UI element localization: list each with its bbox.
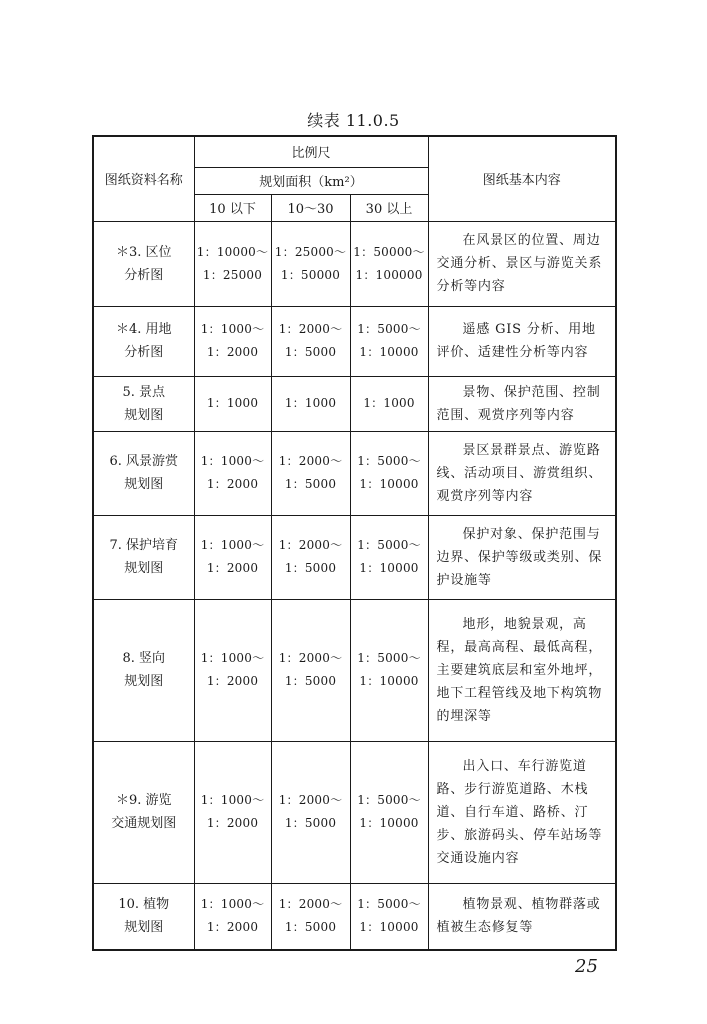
- scale-cell: [194, 883, 271, 950]
- scale-cell: [350, 741, 428, 883]
- scale-line: 1：2000～: [278, 454, 343, 468]
- table-row: [93, 376, 616, 431]
- scale-line: 1：2000～: [278, 793, 343, 807]
- scale-line: 1：1000～: [200, 322, 265, 336]
- scale-line: 1：5000～: [357, 322, 421, 336]
- row-name-line: 规划图: [124, 407, 164, 423]
- scale-cell: [194, 741, 271, 883]
- row-name-line: 7. 保护培育: [109, 538, 179, 553]
- content-cell: 植物景观、植物群落或植被生态修复等: [428, 883, 616, 950]
- content-cell: 景区景群景点、游览路线、活动项目、游赏组织、观赏序列等内容: [428, 431, 616, 515]
- scale-line: 1：5000: [284, 477, 337, 491]
- row-name-line: 交通规划图: [111, 816, 177, 831]
- row-name-line: 6. 风景游赏: [109, 454, 179, 469]
- scale-line: 1：1000～: [200, 454, 265, 468]
- scale-line: 1：50000～: [353, 244, 425, 259]
- scale-line: 1：50000: [280, 267, 341, 282]
- table-row: [93, 306, 616, 376]
- drawing-spec-table: [92, 135, 617, 951]
- row-name: [93, 741, 194, 883]
- row-name-line: ＊4. 用地: [115, 322, 172, 337]
- scale-line: 1：2000～: [278, 651, 343, 665]
- scale-cell: [271, 431, 350, 515]
- table-row: [93, 515, 616, 599]
- scale-cell: [350, 883, 428, 950]
- scale-cell: [271, 599, 350, 741]
- scale-line: 1：2000: [206, 816, 259, 830]
- row-name-line: ＊9. 游览: [115, 793, 172, 808]
- scale-cell: [194, 221, 271, 306]
- content-cell: 在风景区的位置、周边交通分析、景区与游览关系分析等内容: [428, 221, 616, 306]
- row-name-line: 分析图: [124, 267, 164, 283]
- scale-line: 1：5000～: [357, 897, 421, 912]
- row-name-line: 规划图: [124, 920, 164, 936]
- row-name: [93, 306, 194, 376]
- scale-cell: [350, 306, 428, 376]
- scale-line: 1：2000～: [278, 897, 343, 912]
- scale-cell: [350, 599, 428, 741]
- row-name-line: 规划图: [124, 561, 164, 576]
- table-row: [93, 431, 616, 515]
- table-row: [93, 599, 616, 741]
- scale-line: 1：10000: [359, 561, 419, 575]
- scale-line: 1：25000: [202, 267, 263, 282]
- scale-cell: [271, 515, 350, 599]
- header-name: 图纸资料名称: [93, 136, 194, 221]
- scale-line: 1：5000～: [357, 454, 421, 468]
- row-name: [93, 221, 194, 306]
- content-cell: 遥感 GIS 分析、用地评价、适建性分析等内容: [428, 306, 616, 376]
- scale-cell: [271, 741, 350, 883]
- scale-line: 1：2000: [206, 920, 259, 935]
- scale-line: 1：10000～: [196, 244, 269, 259]
- scale-line: 1：5000～: [357, 793, 421, 807]
- header-content: 图纸基本内容: [428, 136, 616, 221]
- content-cell: 地形，地貌景观，高程，最高高程、最低高程，主要建筑底层和室外地坪，地下工程管线及地下构筑物的埋深等: [428, 599, 616, 741]
- table-row: [93, 883, 616, 950]
- header-area-col-2: 10～30: [271, 194, 350, 221]
- scale-line: 1：2000: [206, 345, 259, 359]
- scale-line: 1：2000: [206, 674, 259, 688]
- scale-line: 1：10000: [359, 345, 419, 359]
- scale-cell: [271, 376, 350, 431]
- scale-line: 1：1000: [206, 396, 259, 410]
- table-row: [93, 221, 616, 306]
- content-cell: 保护对象、保护范围与边界、保护等级或类别、保护设施等: [428, 515, 616, 599]
- row-name: [93, 599, 194, 741]
- row-name-line: ＊3. 区位: [115, 244, 172, 260]
- scale-line: 1：1000: [363, 396, 415, 410]
- row-name-line: 8. 竖向: [122, 651, 166, 666]
- scale-cell: [271, 883, 350, 950]
- table-row: [93, 741, 616, 883]
- scale-line: 1：5000: [284, 816, 337, 830]
- scale-line: 1：2000: [206, 561, 259, 575]
- row-name: [93, 376, 194, 431]
- row-name: [93, 883, 194, 950]
- row-name: [93, 515, 194, 599]
- content-cell: 出入口、车行游览道路、步行游览道路、木栈道、自行车道、路桥、汀步、旅游码头、停车站场等交通设施内容: [428, 741, 616, 883]
- content-cell: 景物、保护范围、控制范围、观赏序列等内容: [428, 376, 616, 431]
- row-name-line: 规划图: [124, 674, 164, 689]
- scale-line: 1：2000～: [278, 322, 343, 336]
- header-scale: 比例尺: [194, 136, 428, 167]
- scale-line: 1：1000～: [200, 538, 265, 552]
- scale-cell: [350, 431, 428, 515]
- row-name-line: 10. 植物: [118, 897, 170, 913]
- scale-cell: [194, 306, 271, 376]
- scale-cell: [194, 376, 271, 431]
- scale-line: 1：5000～: [357, 651, 421, 665]
- header-area-col-1: 10 以下: [194, 194, 271, 221]
- scale-line: 1：1000～: [200, 651, 265, 665]
- header-area-col-3: 30 以上: [350, 194, 428, 221]
- scale-line: 1：5000: [284, 674, 337, 688]
- scale-line: 1：10000: [359, 477, 419, 491]
- scale-line: 1：2000～: [278, 538, 343, 552]
- row-name-line: 分析图: [124, 345, 164, 360]
- scale-line: 1：5000: [284, 920, 337, 935]
- scale-cell: [194, 599, 271, 741]
- scale-cell: [350, 515, 428, 599]
- scale-line: 1：5000: [284, 345, 337, 359]
- scale-line: 1：100000: [355, 267, 423, 282]
- scale-line: 1：10000: [359, 816, 419, 830]
- page-number: 25: [575, 956, 598, 977]
- table-caption: 续表 11.0.5: [307, 111, 400, 130]
- scale-line: 1：5000～: [357, 538, 421, 552]
- scale-cell: [350, 221, 428, 306]
- scale-line: 1：5000: [284, 561, 337, 575]
- scale-line: 1：10000: [359, 920, 419, 935]
- scale-line: 1：25000～: [274, 244, 347, 259]
- scale-line: 1：10000: [359, 674, 419, 688]
- scale-line: 1：2000: [206, 477, 259, 491]
- scale-cell: [271, 306, 350, 376]
- scale-cell: [271, 221, 350, 306]
- scale-cell: [194, 431, 271, 515]
- scale-line: 1：1000～: [200, 793, 265, 807]
- header-area: 规划面积（km²）: [194, 167, 428, 194]
- scale-cell: [194, 515, 271, 599]
- scale-line: 1：1000～: [200, 897, 265, 912]
- scale-cell: [350, 376, 428, 431]
- row-name: [93, 431, 194, 515]
- row-name-line: 5. 景点: [122, 384, 166, 400]
- row-name-line: 规划图: [124, 477, 164, 492]
- scale-line: 1：1000: [284, 396, 337, 410]
